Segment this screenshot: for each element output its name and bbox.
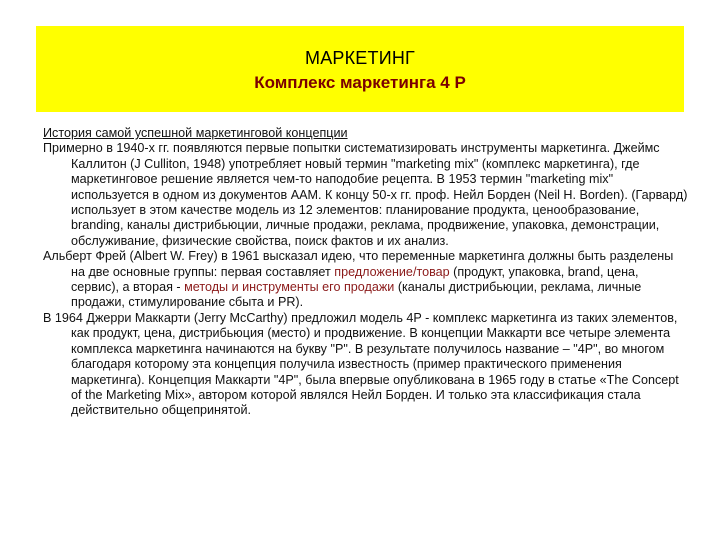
title-band — [36, 26, 684, 112]
paragraph-mccarthy: В 1964 Джерри Маккарти (Jerry McCarthy) предложил модель 4P - комплекс маркетинга из таких элементов, как продукт, цена, дистрибьюция (место) и продвижение. В концепции Маккарти все четыре элемента комплекса маркетинга начинаются на букву "P". В результате получилось название – "4P", во многом благодаря которому эта концепция получила известность (пример практического применения маркетинга). Концепция Маккарти "4P", была впервые опубликована в 1965 году в статье «The Concept of the Marketing Mix», автором которой являлся Нейл Борден. И только эта классификация стала действительно общепринятой. — [43, 310, 679, 418]
frey-text-1: Альберт Фрей (Albert W. Frey) в 1961 высказал идею, что переменные маркетинга должны быть разделены на две основные группы: первая составляет — [43, 249, 674, 279]
paragraph-frey — [43, 249, 688, 311]
highlight-sales-methods: методы и инструменты его продажи — [184, 280, 395, 295]
paragraph-culliton-borden: Примерно в 1940-х гг. появляются первые попытки систематизировать инструменты маркетинга. Джеймс Каллитон (J Culliton, 1948) употребляет новый термин "marketing mix" (комплекс маркетинга), где маркетинговое решение является чем-то наподобие рецепта. В 1953 термин "marketing mix" используется в одном из документов ААМ. К концу 50-х гг. проф. Нейл Борден (Neil H. Borden). (Гарвард) использует в этом качестве модель из 12 элементов: планирование продукта, ценообразование, branding, каналы дистрибьюции, личные продажи, реклама, продвижение, упаковка, демонстрации, обслуживание, физические свойства, поиск фактов и их анализ. — [43, 141, 688, 248]
highlight-offer-product: предложение/товар — [334, 264, 450, 279]
frey-text-2: (продукт, упаковка, brand, цена, сервис), а вторая - — [71, 264, 639, 295]
slide-title: МАРКЕТИНГ — [305, 48, 415, 68]
slide-body — [43, 126, 688, 419]
slide-subtitle: Комплекс маркетинга 4 Р — [254, 73, 466, 92]
frey-text-3: (каналы дистрибьюции, реклама, личные продажи, стимулирование сбыта и PR). — [71, 280, 642, 310]
section-heading: История самой успешной маркетинговой концепции — [43, 126, 348, 140]
